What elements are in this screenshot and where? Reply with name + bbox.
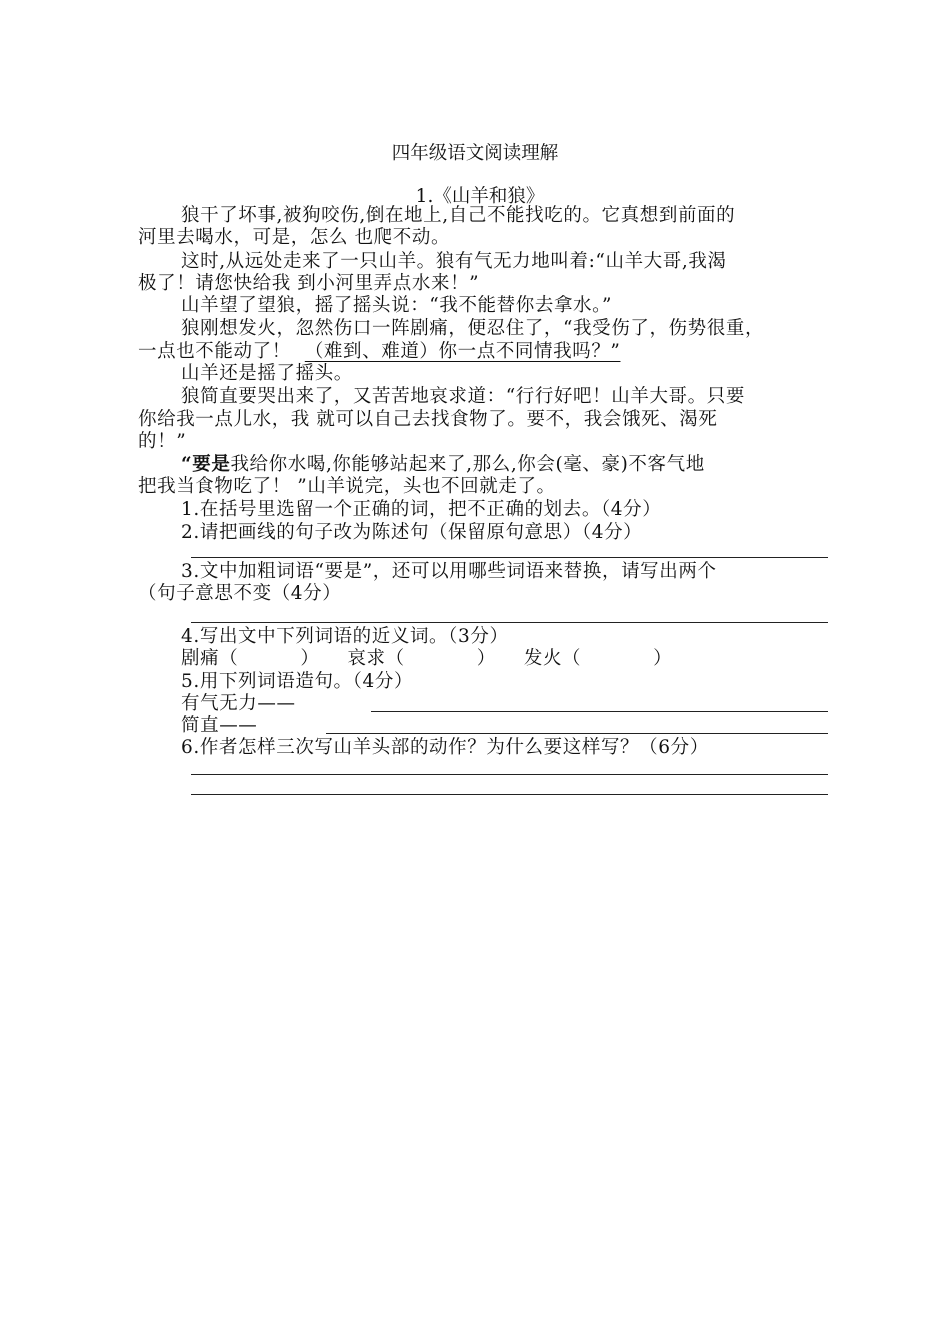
paragraph-line (138, 341, 838, 363)
paragraph-line: 把我当食物吃了！ ”山羊说完，头也不回就走了。 (138, 476, 556, 497)
paragraph-line: 这时,从远处走来了一只山羊。狼有气无力地叫着:“山羊大哥,我渴 (181, 251, 727, 272)
paragraph-text: 我给你水喝,你能够站起来了,那么,你会(毫、豪)不客气地 (230, 454, 705, 475)
answer-line[interactable] (326, 733, 828, 734)
synonym-item: 哀求（ (347, 648, 405, 669)
synonym-close: ） (653, 648, 673, 669)
paragraph-line: 你给我一点儿水，我 就可以自己去找食物了。要不，我会饿死、渴死 (138, 409, 718, 430)
story-title: 1.《山羊和狼》 (415, 186, 545, 207)
answer-line[interactable] (191, 794, 828, 795)
paragraph-line: 狼刚想发火，忽然伤口一阵剧痛，便忍住了，“我受伤了，伤势很重， (181, 318, 765, 339)
synonym-row (181, 648, 881, 670)
paragraph-line: 河里去喝水，可是，怎么 也爬不动。 (138, 227, 451, 248)
word-2: 简直—— (181, 715, 258, 736)
paragraph-line: 极了！请您快给我 到小河里弄点水来！” (138, 273, 480, 294)
question-3: 3.文中加粗词语“要是”，还可以用哪些词语来替换，请写出两个 (181, 561, 717, 582)
synonym-item: 剧痛（ (181, 648, 239, 669)
paragraph-line: 狼简直要哭出来了，又苦苦地哀求道：“行行好吧！山羊大哥。只要 (181, 386, 745, 407)
answer-line[interactable] (191, 774, 828, 775)
bold-word: “要是 (181, 454, 231, 475)
question-6: 6.作者怎样三次写山羊头部的动作？为什么要这样写？（6分） (181, 737, 709, 758)
question-2: 2.请把画线的句子改为陈述句（保留原句意思）（4分） (181, 522, 643, 543)
answer-line[interactable] (191, 622, 828, 623)
underlined-sentence: （难到、难道）你一点不同情我吗？” (304, 341, 621, 362)
paragraph-line: 的！” (138, 431, 187, 452)
synonym-item: 发火（ (523, 648, 582, 669)
question-3-cont: （句子意思不变（4分） (138, 583, 342, 604)
question-4: 4.写出文中下列词语的近义词。（3分） (181, 626, 509, 647)
paragraph-text: 一点也不能动了！ (138, 341, 291, 362)
question-5: 5.用下列词语造句。（4分） (181, 671, 414, 692)
synonym-close: ） (476, 648, 496, 669)
paragraph-line: 狼干了坏事,被狗咬伤,倒在地上,自己不能找吃的。它真想到前面的 (181, 205, 736, 226)
word-1: 有气无力—— (181, 693, 296, 714)
page-title: 四年级语文阅读理解 (391, 143, 559, 164)
question-1: 1.在括号里选留一个正确的词，把不正确的划去。（4分） (181, 499, 662, 520)
paragraph-line (181, 454, 881, 476)
synonym-close: ） (300, 648, 320, 669)
answer-line[interactable] (191, 557, 828, 558)
answer-line[interactable] (371, 711, 828, 712)
paragraph-line: 山羊还是摇了摇头。 (181, 363, 353, 384)
paragraph-line: 山羊望了望狼，摇了摇头说：“我不能替你去拿水。” (181, 295, 613, 316)
